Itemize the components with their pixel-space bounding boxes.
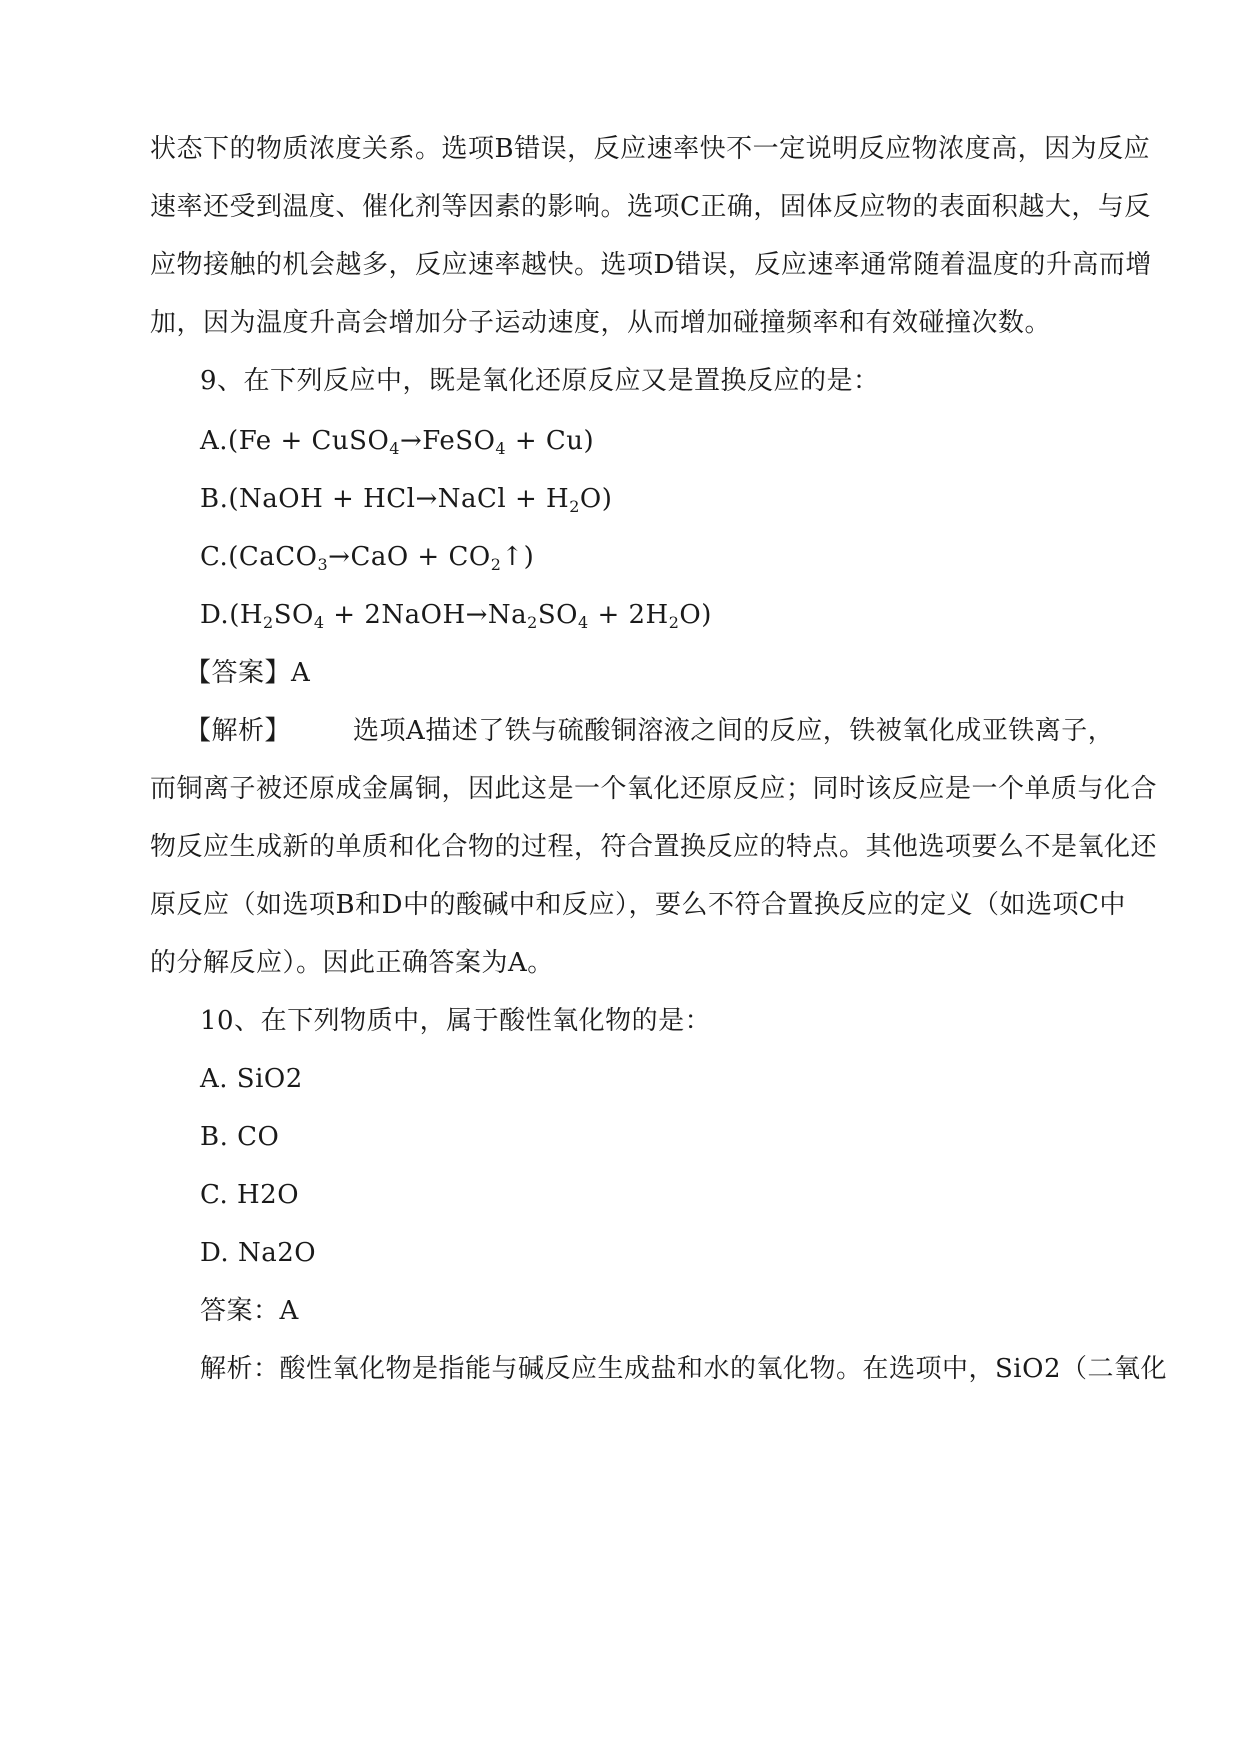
q9-option-a-label: A. [200, 426, 229, 456]
q9-option-d-label: D. [200, 600, 230, 630]
q9-option-d-formula: O) [679, 600, 712, 630]
q9-option-d-formula: (H [229, 600, 264, 630]
subscript: 2 [527, 613, 538, 632]
q9-option-a-formula: →FeSO [399, 426, 496, 456]
q9-option-b-formula: O) [579, 484, 613, 514]
q9-option-d-formula: SO [273, 600, 314, 630]
prev-explanation-line-4: 加，因为温度升高会增加分子运动速度，从而增加碰撞频率和有效碰撞次数。 [150, 308, 1052, 338]
subscript: 2 [668, 613, 680, 632]
subscript: 4 [389, 439, 400, 458]
subscript: 4 [495, 439, 507, 458]
subscript: 4 [313, 613, 325, 632]
q9-option-c-formula: ↑) [501, 542, 535, 572]
q9-option-b-formula: (NaOH + HCl→NaCl + H [228, 484, 570, 514]
q9-option-a-formula: + Cu) [506, 426, 595, 456]
q9-analysis-text: 选项A描述了铁与硫酸铜溶液之间的反应，铁被氧化成亚铁离子， [353, 716, 1115, 746]
q9-stem: 9、在下列反应中，既是氧化还原反应又是置换反应的是： [200, 366, 880, 396]
q9-option-d [200, 598, 1096, 632]
q10-answer: 答案：A [200, 1296, 299, 1326]
q9-analysis-label: 【解析】 [185, 716, 292, 746]
subscript: 4 [578, 613, 589, 632]
q9-option-c-label: C. [200, 542, 229, 572]
q10-option-b: B. CO [200, 1122, 280, 1152]
q9-option-a-formula: (Fe + CuSO [228, 426, 390, 456]
q9-analysis-line-5: 的分解反应）。因此正确答案为A。 [150, 948, 554, 978]
q9-option-b [200, 482, 1096, 516]
q10-analysis: 解析：酸性氧化物是指能与碱反应生成盐和水的氧化物。在选项中，SiO2（二氧化 [200, 1354, 1167, 1384]
subscript: 3 [317, 555, 329, 574]
q10-option-a: A. SiO2 [200, 1064, 303, 1094]
q9-answer: 【答案】A [185, 658, 311, 688]
prev-explanation-line-1: 状态下的物质浓度关系。选项B错误，反应速率快不一定说明反应物浓度高，因为反应 [150, 134, 1151, 164]
q9-analysis-line-4: 原反应（如选项B和D中的酸碱中和反应），要么不符合置换反应的定义（如选项C中 [150, 890, 1126, 920]
q10-option-c: C. H2O [200, 1180, 300, 1210]
q9-option-c-formula: →CaO + CO [328, 542, 491, 572]
q9-option-a [200, 424, 1096, 458]
q9-option-d-formula: SO [537, 600, 578, 630]
q9-option-d-formula: + 2H [588, 600, 669, 630]
q9-option-d-formula: + 2NaOH→Na [324, 600, 528, 630]
q10-stem: 10、在下列物质中，属于酸性氧化物的是： [200, 1006, 712, 1036]
subscript: 2 [263, 613, 274, 632]
q9-option-c-formula: (CaCO [228, 542, 318, 572]
q9-analysis-line-2: 而铜离子被还原成金属铜，因此这是一个氧化还原反应；同时该反应是一个单质与化合 [150, 774, 1158, 804]
subscript: 2 [490, 555, 502, 574]
q9-analysis-line-3: 物反应生成新的单质和化合物的过程，符合置换反应的特点。其他选项要么不是氧化还 [150, 832, 1158, 862]
q9-option-b-label: B. [200, 484, 229, 514]
q9-analysis-first-line [185, 714, 1115, 748]
subscript: 2 [569, 497, 580, 516]
prev-explanation-line-2: 速率还受到温度、催化剂等因素的影响。选项C正确，固体反应物的表面积越大，与反 [150, 192, 1151, 222]
prev-explanation-line-3: 应物接触的机会越多，反应速率越快。选项D错误，反应速率通常随着温度的升高而增 [150, 250, 1152, 280]
q9-option-c [200, 540, 1096, 574]
q10-option-d: D. Na2O [200, 1238, 317, 1268]
